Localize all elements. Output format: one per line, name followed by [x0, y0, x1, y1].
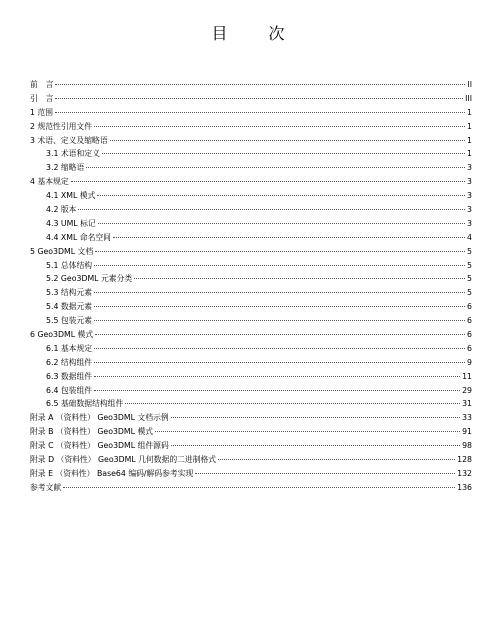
toc-dot-leader	[94, 376, 460, 377]
toc-entry-label: 3.1 术语和定义	[46, 149, 100, 159]
toc-entry-label: 6.3 数据组件	[46, 371, 93, 381]
toc-entry-page-number: 1	[467, 121, 472, 131]
toc-entry-label: 4.1 XML 模式	[46, 191, 96, 201]
toc-dot-leader	[97, 195, 465, 196]
toc-entry[interactable]	[30, 78, 472, 92]
toc-dot-leader	[98, 223, 465, 224]
toc-entry[interactable]	[30, 467, 472, 481]
toc-entry-page-number: 6	[467, 316, 472, 326]
toc-entry-page-number: 4	[467, 232, 472, 242]
toc-entry[interactable]	[30, 300, 472, 314]
toc-entry-page-number: 3	[467, 218, 472, 228]
toc-dot-leader	[94, 126, 465, 127]
toc-entry-page-number: 132	[457, 468, 472, 478]
toc-entry-label: 引 言	[30, 93, 54, 103]
toc-dot-leader	[155, 431, 460, 432]
toc-entry[interactable]	[30, 175, 472, 189]
toc-entry-page-number: 91	[462, 427, 472, 437]
toc-entry-page-number: 6	[467, 343, 472, 353]
toc-entry-label: 附录 D （资料性） Geo3DML 几何数据的二进制格式	[30, 455, 217, 465]
toc-entry-page-number: 31	[462, 399, 472, 409]
toc-entry[interactable]	[30, 161, 472, 175]
toc-entry[interactable]	[30, 189, 472, 203]
toc-dot-leader	[94, 348, 465, 349]
toc-entry[interactable]	[30, 259, 472, 273]
toc-entry-label: 3.2 缩略语	[46, 163, 85, 173]
toc-entry[interactable]	[30, 217, 472, 231]
toc-dot-leader	[71, 181, 465, 182]
toc-entry-label: 6.4 包装组件	[46, 385, 93, 395]
toc-entry-page-number: 5	[467, 274, 472, 284]
toc-dot-leader	[86, 167, 465, 168]
toc-dot-leader	[95, 334, 465, 335]
toc-entry-page-number: 128	[457, 455, 472, 465]
toc-entry[interactable]	[30, 481, 472, 495]
toc-entry-label: 附录 C （资料性） Geo3DML 组件源码	[30, 441, 169, 451]
toc-entry-page-number: III	[465, 93, 472, 103]
toc-entry-page-number: 5	[467, 288, 472, 298]
toc-entry-page-number: 5	[467, 246, 472, 256]
toc-entry-label: 4.3 UML 标记	[46, 218, 96, 228]
toc-entry-label: 4 基本规定	[30, 177, 69, 187]
toc-entry-page-number: 1	[467, 135, 472, 145]
toc-entry[interactable]	[30, 231, 472, 245]
toc-dot-leader	[95, 251, 465, 252]
toc-dot-leader	[55, 112, 465, 113]
toc-entry-page-number: 33	[462, 413, 472, 423]
toc-entry-page-number: 6	[467, 302, 472, 312]
toc-dot-leader	[94, 390, 460, 391]
toc-dot-leader	[94, 265, 465, 266]
toc-entry[interactable]	[30, 147, 472, 161]
toc-entry[interactable]	[30, 328, 472, 342]
toc-dot-leader	[94, 362, 465, 363]
toc-entry[interactable]	[30, 203, 472, 217]
toc-entry[interactable]	[30, 397, 472, 411]
toc-entry[interactable]	[30, 120, 472, 134]
toc-entry-label: 5.3 结构元素	[46, 288, 93, 298]
toc-entry-label: 参考文献	[30, 482, 62, 492]
toc-entry[interactable]	[30, 245, 472, 259]
toc-entry-page-number: 29	[462, 385, 472, 395]
toc-entry-label: 附录 A （资料性） Geo3DML 文档示例	[30, 413, 169, 423]
toc-title: 目 次	[211, 24, 303, 43]
toc-entry[interactable]	[30, 272, 472, 286]
toc-entry-label: 附录 E （资料性） Base64 编码/解码参考实现	[30, 468, 194, 478]
toc-entry-label: 6.1 基本规定	[46, 343, 93, 353]
toc-entry-page-number: 1	[467, 107, 472, 117]
toc-entry[interactable]	[30, 106, 472, 120]
toc-entry-page-number: II	[467, 80, 472, 89]
toc-entry-label: 4.2 版本	[46, 205, 77, 215]
toc-entry[interactable]	[30, 356, 472, 370]
toc-entry[interactable]	[30, 411, 472, 425]
toc-entry[interactable]	[30, 425, 472, 439]
toc-entry[interactable]	[30, 286, 472, 300]
toc-entry[interactable]	[30, 92, 472, 106]
toc-entry-label: 3 术语、定义及缩略语	[30, 135, 108, 145]
toc-entry-label: 6 Geo3DML 模式	[30, 330, 94, 340]
toc-dot-leader	[113, 237, 465, 238]
toc-entry-label: 6.5 基础数据结构组件	[46, 399, 124, 409]
toc-entry-label: 5.1 总体结构	[46, 260, 93, 270]
toc-entry[interactable]	[30, 314, 472, 328]
toc-dot-leader	[102, 153, 465, 154]
toc-dot-leader	[94, 320, 465, 321]
toc-dot-leader	[195, 473, 455, 474]
toc-dot-leader	[171, 417, 460, 418]
toc-entry[interactable]	[30, 134, 472, 148]
toc-entry-page-number: 3	[467, 163, 472, 173]
toc-entry-label: 附录 B （资料性） Geo3DML 模式	[30, 427, 154, 437]
toc-entry-label: 4.4 XML 命名空间	[46, 232, 111, 242]
toc-entry-label: 1 范围	[30, 107, 54, 117]
table-of-contents	[30, 78, 472, 495]
toc-entry-page-number: 1	[467, 149, 472, 159]
toc-entry-label: 5.5 包装元素	[46, 316, 93, 326]
toc-entry-page-number: 136	[457, 482, 472, 492]
toc-entry-page-number: 3	[467, 205, 472, 215]
toc-entry[interactable]	[30, 370, 472, 384]
toc-dot-leader	[134, 278, 465, 279]
toc-dot-leader	[55, 98, 463, 99]
toc-dot-leader	[63, 487, 455, 488]
toc-entry-page-number: 98	[462, 441, 472, 451]
toc-entry[interactable]	[30, 439, 472, 453]
toc-entry[interactable]	[30, 453, 472, 467]
toc-entry-page-number: 9	[467, 357, 472, 367]
toc-entry-page-number: 5	[467, 260, 472, 270]
toc-dot-leader	[125, 403, 460, 404]
toc-dot-leader	[55, 84, 465, 85]
toc-entry-page-number: 3	[467, 191, 472, 201]
toc-dot-leader	[171, 445, 460, 446]
toc-dot-leader	[78, 209, 465, 210]
toc-entry-label: 5 Geo3DML 文档	[30, 246, 94, 256]
toc-dot-leader	[94, 292, 465, 293]
toc-entry-label: 6.2 结构组件	[46, 357, 93, 367]
toc-dot-leader	[110, 140, 465, 141]
toc-dot-leader	[94, 306, 465, 307]
toc-entry-page-number: 6	[467, 330, 472, 340]
toc-entry-page-number: 11	[462, 371, 472, 381]
toc-entry-label: 前 言	[30, 80, 54, 89]
toc-entry-label: 5.2 Geo3DML 元素分类	[46, 274, 133, 284]
toc-entry[interactable]	[30, 342, 472, 356]
toc-entry[interactable]	[30, 384, 472, 398]
toc-entry-label: 5.4 数据元素	[46, 302, 93, 312]
toc-dot-leader	[218, 459, 455, 460]
toc-entry-label: 2 规范性引用文件	[30, 121, 93, 131]
toc-entry-page-number: 3	[467, 177, 472, 187]
